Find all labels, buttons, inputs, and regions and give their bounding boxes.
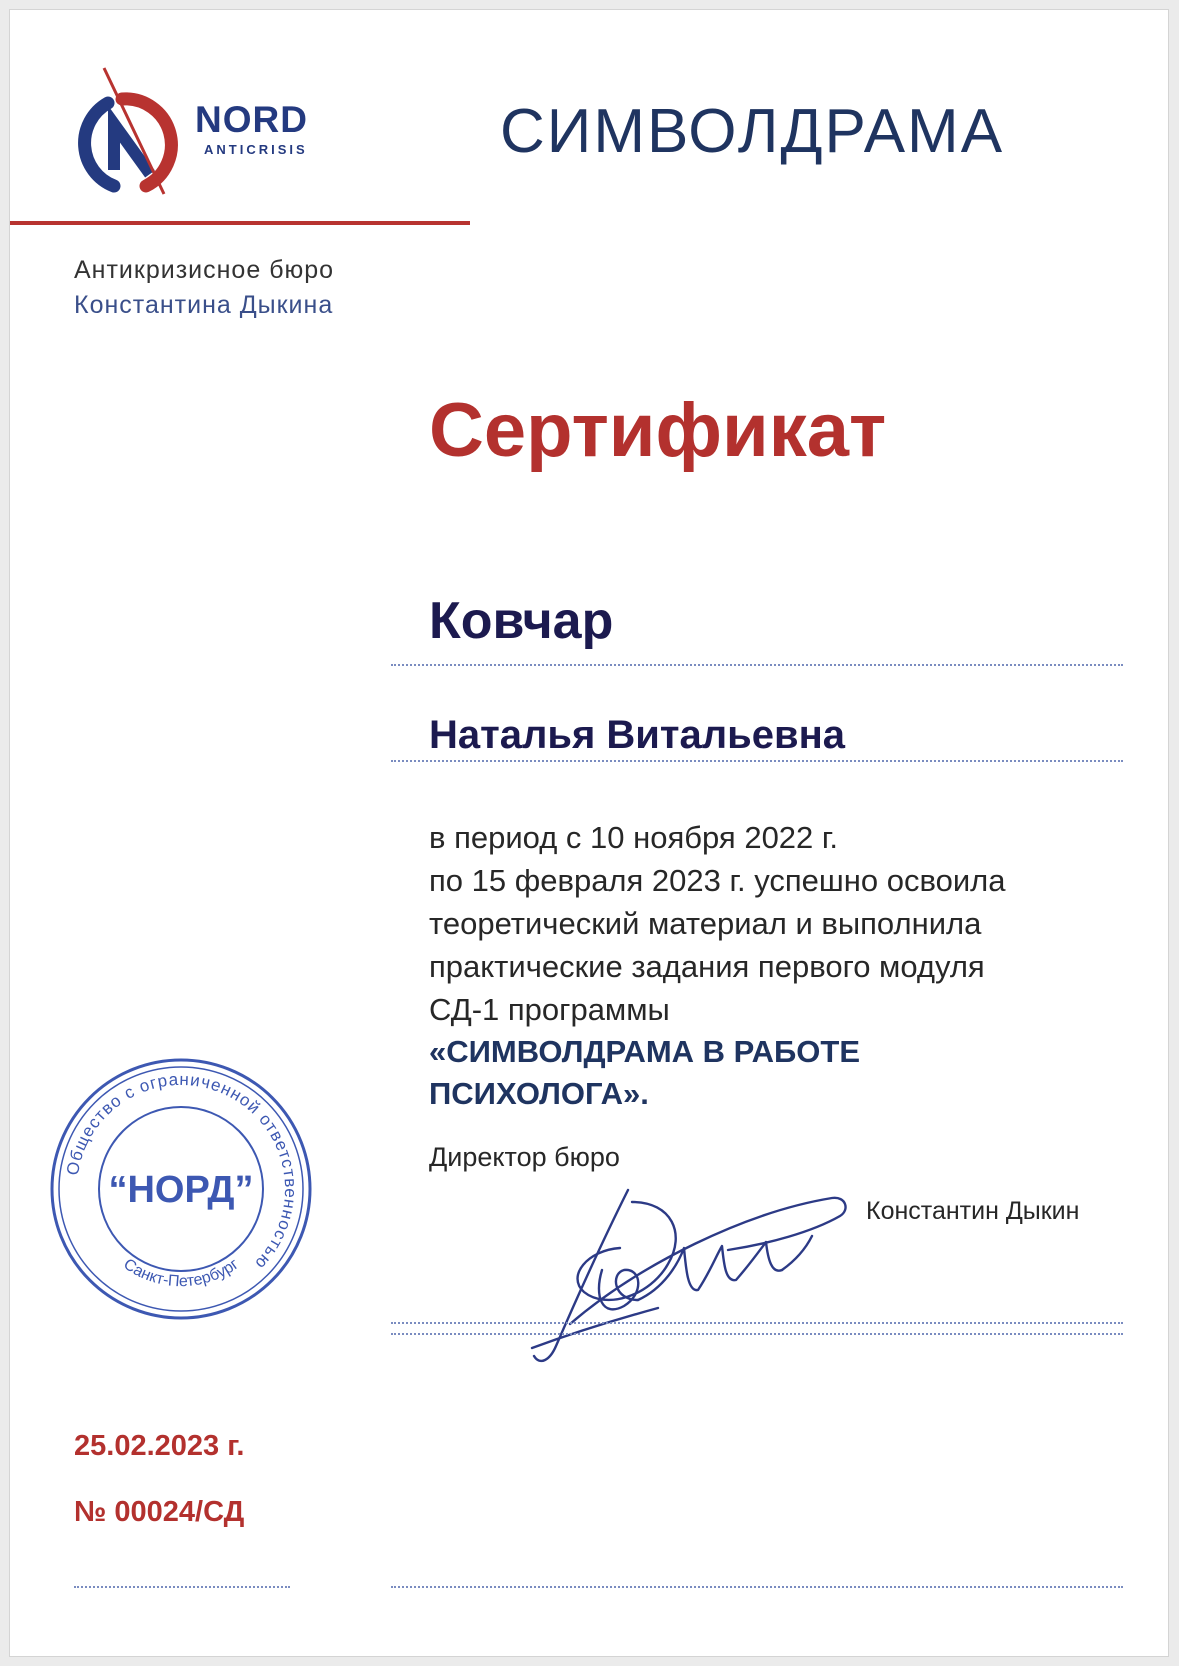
nord-logo-icon [74, 66, 194, 196]
certificate-number: № 00024/СД [74, 1496, 245, 1528]
svg-text:Санкт-Петербург [120, 1256, 242, 1291]
dotted-divider [391, 1322, 1123, 1324]
recipient-surname: Ковчар [429, 592, 614, 650]
header-red-rule [10, 221, 470, 225]
certificate-body [429, 816, 1006, 1031]
handwritten-signature [510, 1168, 870, 1378]
company-seal-stamp [46, 1054, 316, 1324]
program-name [429, 1031, 860, 1115]
body-line: по 15 февраля 2023 г. успешно освоила [429, 863, 1006, 898]
body-line: в период с 10 ноября 2022 г. [429, 820, 839, 855]
dotted-divider [391, 760, 1123, 762]
seal-ring-text: Общество с ограниченной ответственностью [62, 1069, 301, 1274]
bureau-name-line1: Антикризисное бюро [74, 256, 335, 284]
program-name-line: ПСИХОЛОГА». [429, 1076, 649, 1111]
issue-date: 25.02.2023 г. [74, 1430, 245, 1462]
seal-city: Санкт-Петербург [120, 1255, 242, 1291]
director-role: Директор бюро [429, 1142, 620, 1172]
certificate-title: Сертификат [429, 388, 887, 473]
dotted-divider [391, 664, 1123, 666]
dotted-divider [74, 1586, 290, 1588]
bureau-name-line2: Константина Дыкина [74, 291, 334, 319]
logo-tagline: ANTICRISIS [204, 142, 308, 157]
logo-wordmark: NORD [195, 99, 308, 140]
seal-center-text: “НОРД” [108, 1169, 254, 1211]
recipient-given-names: Наталья Витальевна [429, 713, 845, 757]
body-line: теоретический материал и выполнила [429, 906, 982, 941]
dotted-divider [391, 1586, 1123, 1588]
director-name: Константин Дыкин [866, 1197, 1080, 1225]
dotted-divider [391, 1333, 1123, 1335]
body-line: СД-1 программы [429, 992, 670, 1027]
certificate-sheet [9, 9, 1169, 1657]
body-line: практические задания первого модуля [429, 949, 985, 984]
program-name-line: «СИМВОЛДРАМА В РАБОТЕ [429, 1034, 861, 1069]
program-heading: СИМВОЛДРАМА [500, 97, 1005, 166]
